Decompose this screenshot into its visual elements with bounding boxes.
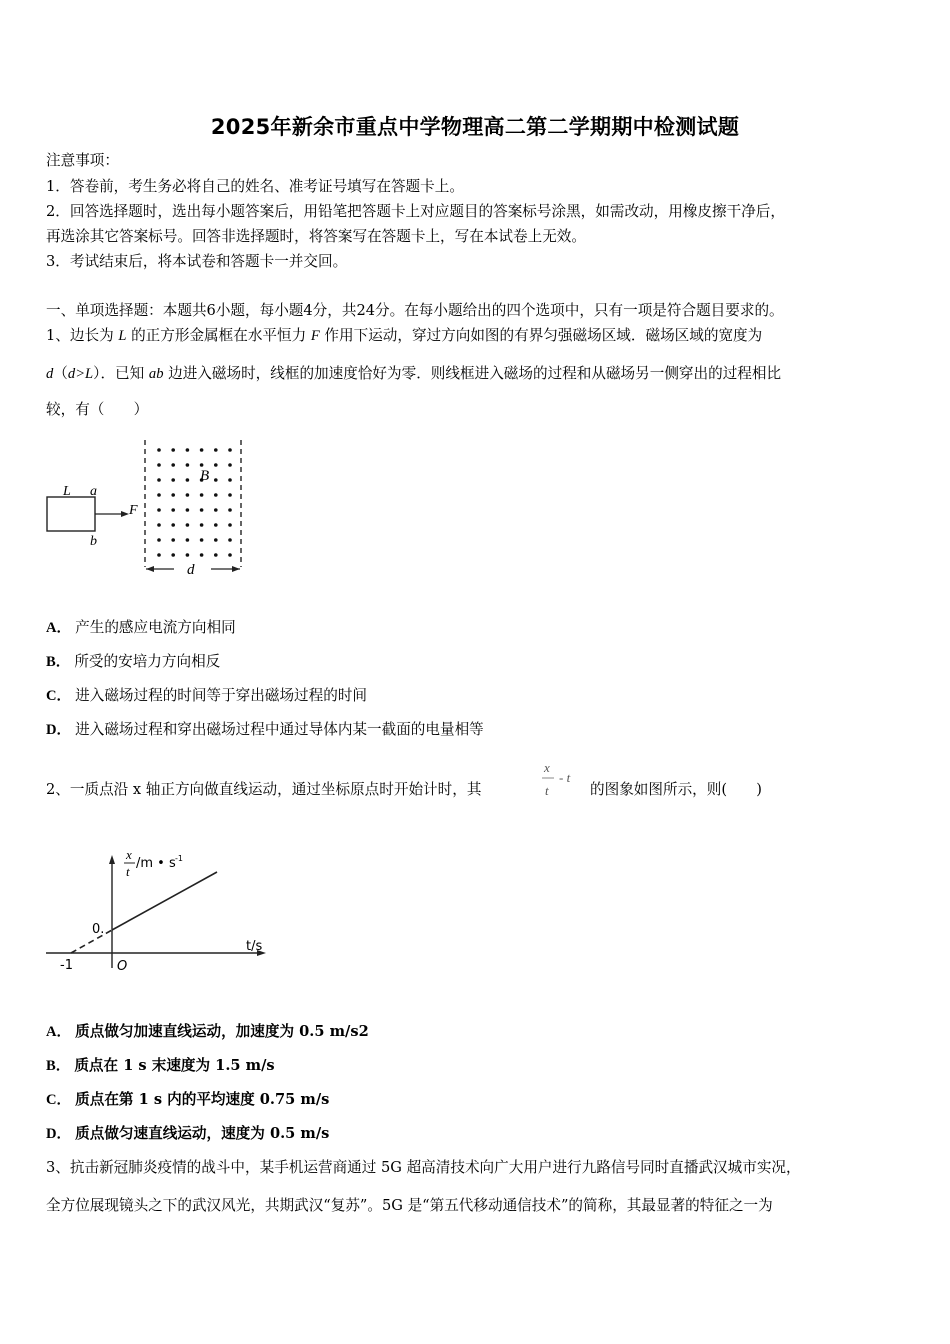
- option-text: 质点做匀加速直线运动，加速度为 0.5 m/s2: [75, 1023, 369, 1040]
- option-text: 进入磁场过程的时间等于穿出磁场过程的时间: [75, 687, 368, 704]
- q1-text: 作用下运动，穿过方向如图的有界匀强磁场区域．磁场区域的宽度为: [319, 327, 763, 344]
- xt-graph: [40, 840, 280, 980]
- label-B: B: [200, 468, 210, 484]
- field-dots: [157, 448, 232, 557]
- label-F: F: [129, 503, 138, 518]
- notice-item-2-cont: 再选涂其它答案标号。回答非选择题时，将答案写在答题卡上，写在本试卷上无效。: [46, 228, 586, 245]
- var-d: d: [46, 366, 54, 382]
- var-L: L: [118, 328, 127, 344]
- option-key: D．: [46, 1126, 72, 1142]
- option-text: 质点在第 1 s 内的平均速度 0.75 m/s: [75, 1091, 330, 1108]
- notice-item-3: 3．考试结束后，将本试卷和答题卡一并交回。: [46, 253, 348, 270]
- option-key: A．: [46, 620, 72, 636]
- label-d: d: [187, 562, 195, 578]
- y-unit: /m • s: [136, 856, 176, 871]
- q1-text: ）．已知: [93, 365, 149, 382]
- paren: （: [53, 365, 68, 382]
- q1-text: 边进入磁场时，线框的加速度恰好为零．则线框进入磁场的过程和从磁场另一侧穿出的过程相比: [163, 365, 782, 382]
- q2-option-d[interactable]: [46, 1124, 329, 1144]
- var-F: F: [310, 328, 320, 344]
- magnetic-field-figure: [40, 435, 260, 585]
- x-tick-label: -1: [60, 958, 73, 973]
- option-key: D．: [46, 722, 72, 738]
- q2-option-b[interactable]: [46, 1056, 275, 1076]
- q1-line-1: [46, 326, 762, 346]
- y-label-den: t: [126, 864, 130, 879]
- q1-line-3: 较，有（ ）: [46, 401, 149, 418]
- page-title: 2025年新余市重点中学物理高二第二学期期中检测试题: [210, 115, 740, 139]
- arrow-head-icon: [232, 566, 240, 572]
- option-key: C．: [46, 688, 72, 704]
- q1-option-d[interactable]: [46, 720, 484, 740]
- q2-option-a[interactable]: [46, 1022, 369, 1042]
- option-key: A．: [46, 1024, 72, 1040]
- arrow-head-icon: [146, 566, 154, 572]
- option-text: 产生的感应电流方向相同: [75, 619, 236, 636]
- option-text: 所受的安培力方向相反: [74, 653, 221, 670]
- section-heading: 一、单项选择题：本题共6小题，每小题4分，共24分。在每小题给出的四个选项中，只有一项是符合题目要求的。: [46, 302, 784, 319]
- q3-line-2: 全方位展现镜头之下的武汉风光，共期武汉“复苏”。5G 是“第五代移动通信技术”的简称，其最显著的特征之一为: [46, 1197, 773, 1214]
- var-ab: ab: [148, 366, 164, 382]
- q2-option-c[interactable]: [46, 1090, 329, 1110]
- x-over-t-fraction: [538, 757, 588, 803]
- q1-option-c[interactable]: [46, 686, 367, 706]
- t-axis-label: t/s: [246, 939, 263, 954]
- option-text: 进入磁场过程和穿出磁场过程中通过导体内某一截面的电量相等: [75, 721, 484, 738]
- arrow-head-icon: [121, 511, 129, 517]
- label-b: b: [90, 534, 97, 549]
- option-key: C．: [46, 1092, 72, 1108]
- condition: d>L: [67, 366, 94, 382]
- option-key: B．: [46, 1058, 71, 1074]
- notice-item-1: 1．答卷前，考生务必将自己的姓名、准考证号填写在答题卡上。: [46, 178, 464, 195]
- q1-line-2: [46, 364, 781, 384]
- q2-text-post: 的图象如图所示，则( ): [590, 781, 762, 798]
- q1-option-a[interactable]: [46, 618, 236, 638]
- frac-suffix: - t: [559, 770, 571, 785]
- y-intercept-label: 0.: [92, 922, 105, 937]
- xt-line: [112, 872, 217, 930]
- q1-text: 1、边长为: [46, 327, 119, 344]
- arrow-head-icon: [109, 855, 115, 864]
- label-L: L: [63, 484, 71, 499]
- origin-label: O: [117, 959, 128, 974]
- square-frame: [47, 497, 95, 531]
- option-text: 质点做匀速直线运动，速度为 0.5 m/s: [75, 1125, 330, 1142]
- y-label-num: x: [126, 847, 132, 862]
- y-unit-exp: -1: [175, 854, 183, 863]
- q1-option-b[interactable]: [46, 652, 220, 672]
- frac-numerator: x: [544, 760, 550, 775]
- notice-heading: 注意事项：: [46, 152, 119, 169]
- frac-denominator: t: [545, 783, 549, 798]
- q2-text-pre: 2、一质点沿 x 轴正方向做直线运动，通过坐标原点时开始计时，其: [46, 781, 482, 798]
- option-text: 质点在 1 s 末速度为 1.5 m/s: [74, 1057, 275, 1074]
- notice-item-2: 2．回答选择题时，选出每小题答案后，用铅笔把答题卡上对应题目的答案标号涂黑，如需改动，用橡皮擦干净后，: [46, 203, 785, 220]
- label-a: a: [90, 484, 97, 499]
- q3-line-1: 3、抗击新冠肺炎疫情的战斗中，某手机运营商通过 5G 超高清技术向广大用户进行九路信号同时直播武汉城市实况，: [46, 1159, 801, 1176]
- option-key: B．: [46, 654, 71, 670]
- q1-text: 的正方形金属框在水平恒力: [126, 327, 311, 344]
